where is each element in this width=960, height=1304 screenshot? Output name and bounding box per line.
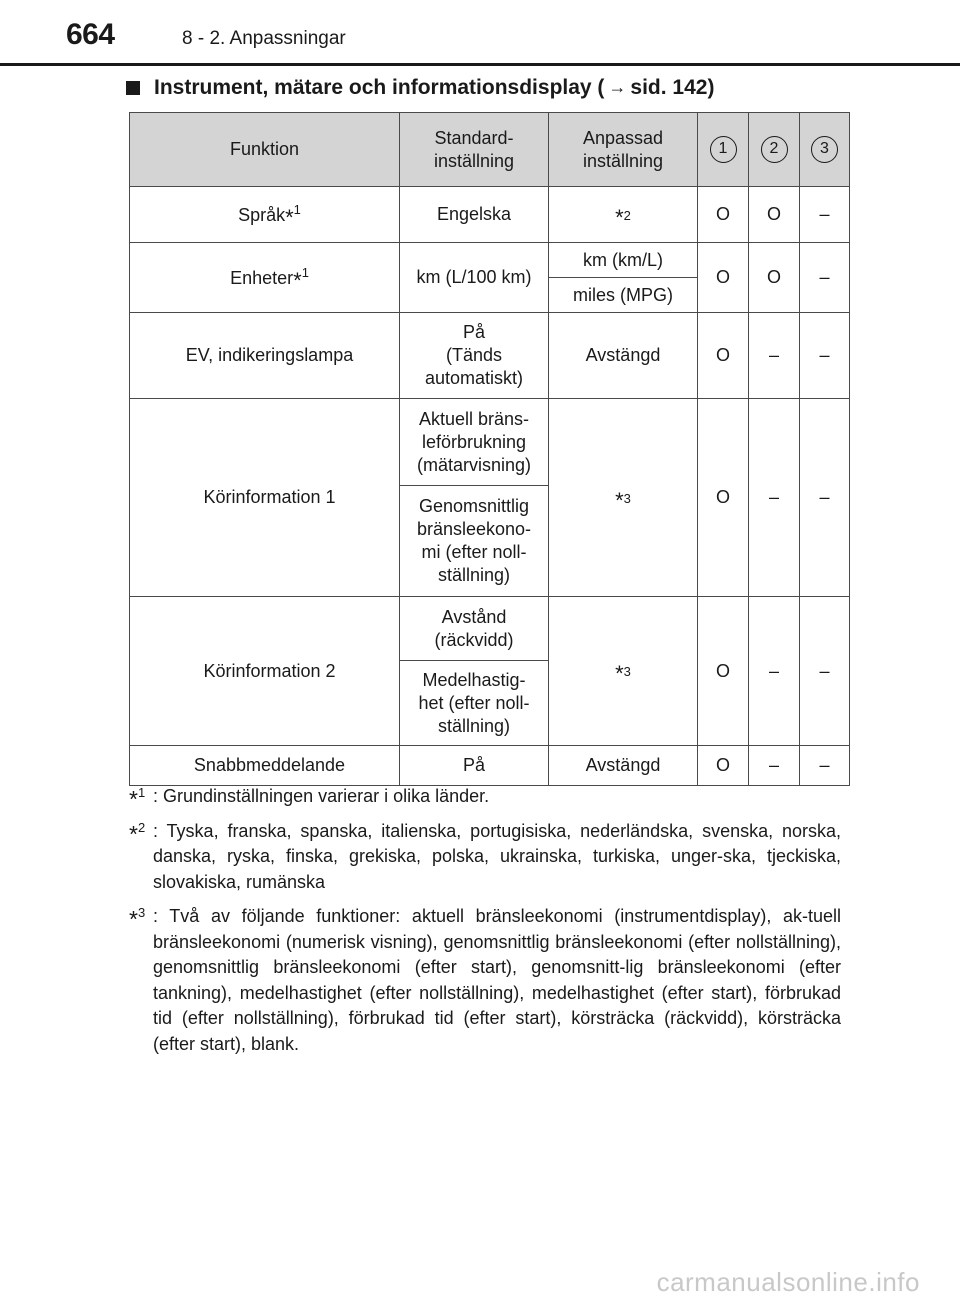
cell-col-1: O: [698, 746, 749, 786]
cell-standard: Aktuell bräns- leförbrukning (mätarvisning): [400, 399, 549, 486]
table-header-row: [130, 113, 850, 187]
square-bullet-icon: [126, 81, 140, 95]
cell-custom: *3: [549, 597, 698, 746]
table-row: [130, 597, 850, 661]
cell-col-1: O: [698, 243, 749, 313]
cell-col-3: –: [800, 313, 850, 399]
cell-col-3: –: [800, 187, 850, 243]
footnote-2: *$^2$ : Tyska, franska, spanska, italienska, portugisiska, nederländska, svenska, norska, danska, ryska, finska, grekiska, polska, ukrainska, turkiska, unger-ska, tjeckiska, slovakiska, rumänska: [129, 819, 841, 892]
cell-custom: km (km/L): [549, 243, 698, 278]
header-divider: [0, 63, 960, 66]
cell-col-3: –: [800, 597, 850, 746]
settings-table: [129, 112, 850, 786]
chapter-title: 8 - 2. Anpassningar: [182, 28, 346, 49]
cell-custom: Avstängd: [549, 746, 698, 786]
section-title-text: Instrument, mätare och informationsdisplay (: [154, 76, 605, 99]
header-function: Funktion: [130, 113, 400, 187]
footnotes: [129, 784, 841, 1066]
table-row: [130, 187, 850, 243]
cell-col-2: –: [749, 597, 800, 746]
cell-col-2: –: [749, 746, 800, 786]
cell-standard: På (Tänds automatiskt): [400, 313, 549, 399]
cell-col-1: O: [698, 313, 749, 399]
table-row: [130, 243, 850, 278]
cell-function: EV, indikeringslampa: [130, 313, 400, 399]
cell-standard: Genomsnittlig bränsleekono- mi (efter noll- ställning): [400, 486, 549, 597]
cell-standard: Medelhastig- het (efter noll- ställning): [400, 661, 549, 746]
cell-col-2: O: [749, 187, 800, 243]
cell-standard: På: [400, 746, 549, 786]
cell-col-1: O: [698, 187, 749, 243]
cell-col-2: –: [749, 399, 800, 597]
cell-col-1: O: [698, 597, 749, 746]
cell-col-2: O: [749, 243, 800, 313]
table-row: [130, 313, 850, 399]
cell-function: Körinformation 2: [130, 597, 400, 746]
cell-function: Enheter*$^1$: [130, 243, 400, 313]
cell-custom: *3: [549, 399, 698, 597]
table-row: [130, 399, 850, 486]
cell-standard: Avstånd (räckvidd): [400, 597, 549, 661]
cell-function: Körinformation 1: [130, 399, 400, 597]
header-col-1: [698, 113, 749, 187]
circled-2-icon: 2: [761, 136, 788, 163]
circled-1-icon: 1: [710, 136, 737, 163]
cell-function: Snabbmeddelande: [130, 746, 400, 786]
header-col-2: [749, 113, 800, 187]
section-page-ref[interactable]: sid. 142): [630, 76, 715, 99]
cell-col-3: –: [800, 746, 850, 786]
cell-col-1: O: [698, 399, 749, 597]
cell-function: Språk*$^1$: [130, 187, 400, 243]
page-number: 664: [66, 18, 115, 51]
header-col-3: [800, 113, 850, 187]
section-title: [126, 76, 714, 100]
header-custom: Anpassad inställning: [549, 113, 698, 187]
footnote-3: *$^3$ : Två av följande funktioner: aktuell bränsleekonomi (instrumentdisplay), ak-tuell bränsleekonomi (numerisk visning), genomsnittlig bränsleekonomi (efter nollställning), genomsnittlig bränsleekonomi (efter start), genomsnitt-lig bränsleekonomi (efter tankning), medelhastighet (efter nollställning), medelhastighet (efter start), förbrukad tid (efter nollställning), förbrukad tid (efter start), körsträcka (räckvidd), körsträcka (efter start), blank.: [129, 905, 841, 1054]
arrow-right-icon: →: [608, 76, 627, 97]
cell-custom: miles (MPG): [549, 278, 698, 313]
watermark: carmanualsonline.info: [656, 1267, 920, 1297]
cell-standard: km (L/100 km): [400, 243, 549, 313]
cell-custom: *2: [549, 187, 698, 243]
cell-col-2: –: [749, 313, 800, 399]
cell-standard: Engelska: [400, 187, 549, 243]
cell-custom: Avstängd: [549, 313, 698, 399]
footnote-1: *$^1$ : Grundinställningen varierar i olika länder.: [129, 785, 490, 812]
cell-col-3: –: [800, 243, 850, 313]
header-standard: Standard- inställning: [400, 113, 549, 187]
table-row: [130, 746, 850, 786]
circled-3-icon: 3: [811, 136, 838, 163]
cell-col-3: –: [800, 399, 850, 597]
